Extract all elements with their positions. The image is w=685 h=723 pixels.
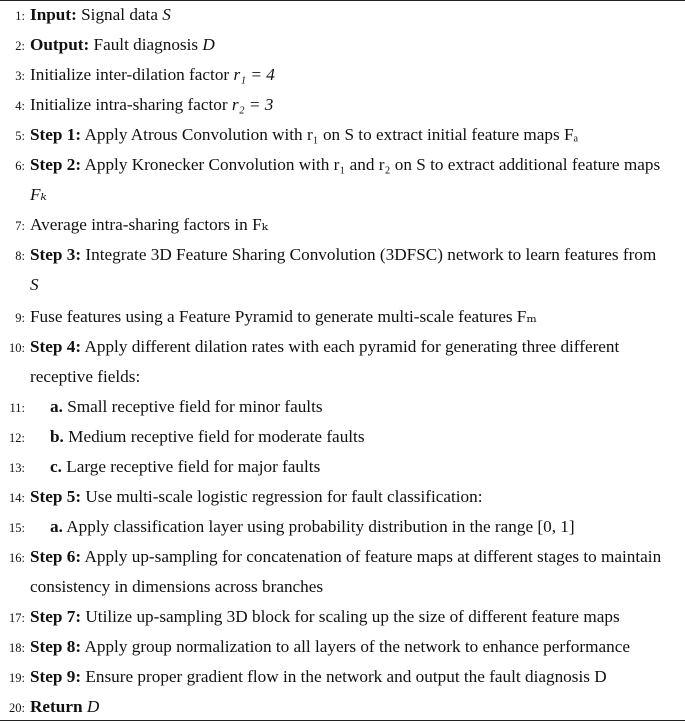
line-text: Utilize up-sampling 3D block for scaling up the size of different feature maps — [85, 607, 620, 626]
line-number: 9: — [15, 311, 25, 325]
line-text: Small receptive field for minor faults — [67, 397, 323, 416]
line-text: Apply classification layer using probability distribution in the range [0, 1] — [66, 517, 575, 536]
line-number: 20: — [9, 701, 25, 715]
line-label: Step 1: — [30, 125, 82, 144]
line-label: b. — [50, 427, 64, 446]
line-number: 18: — [9, 641, 25, 655]
line-number: 1: — [15, 9, 25, 23]
line-number: 12: — [9, 431, 25, 445]
line-continuation: consistency in dimensions across branches — [30, 577, 324, 596]
line-number: 4: — [15, 99, 25, 113]
line-text: Apply group normalization to all layers of the network to enhance performance — [84, 637, 630, 656]
line-label: Step 5: — [30, 487, 82, 506]
line-label: Input: — [30, 5, 77, 24]
line-continuation: S — [30, 275, 39, 294]
line-text: Fault diagnosis — [93, 35, 199, 54]
line-text: Large receptive field for major faults — [66, 457, 321, 476]
line-label: Step 4: — [30, 337, 82, 356]
line-number: 5: — [15, 129, 25, 143]
line-text: Signal data — [81, 5, 158, 24]
line-text: Initialize intra-sharing factor — [30, 95, 228, 114]
bottom-rule — [0, 720, 685, 721]
line-continuation: Fₖ — [30, 185, 47, 204]
line-text: Apply Atrous Convolution with r₁ on S to extract initial feature maps Fₐ — [84, 125, 579, 144]
line-number: 16: — [9, 551, 25, 565]
line-continuation: receptive fields: — [30, 367, 141, 386]
math-D: D — [86, 697, 100, 716]
math-S: S — [162, 5, 171, 24]
line-text: Apply up-sampling for concatenation of feature maps at different stages to maintain — [84, 547, 662, 566]
line-number: 7: — [15, 219, 25, 233]
line-number: 8: — [15, 249, 25, 263]
math-r2-eq-3: r₂ = 3 — [231, 95, 274, 114]
math-D: D — [202, 35, 215, 54]
line-label: Step 8: — [30, 637, 82, 656]
line-number: 14: — [9, 491, 25, 505]
line-label: Return — [30, 697, 83, 716]
line-label: a. — [50, 517, 63, 536]
line-number: 17: — [9, 611, 25, 625]
line-label: c. — [50, 457, 62, 476]
line-text: Medium receptive field for moderate faults — [68, 427, 365, 446]
line-label: Step 7: — [30, 607, 82, 626]
line-number: 3: — [15, 69, 25, 83]
line-label: Step 2: — [30, 155, 82, 174]
line-number: 15: — [9, 521, 25, 535]
line-label: a. — [50, 397, 63, 416]
line-text: Average intra-sharing factors in Fₖ — [30, 215, 268, 234]
line-text: Integrate 3D Feature Sharing Convolution (3DFSC) network to learn features from — [85, 245, 657, 264]
line-text: Initialize inter-dilation factor — [30, 65, 230, 84]
line-text: Ensure proper gradient flow in the network and output the fault diagnosis D — [85, 667, 607, 686]
line-label: Step 9: — [30, 667, 82, 686]
line-text: Apply Kronecker Convolution with r₁ and r₂ on S to extract additional feature maps — [84, 155, 661, 174]
math-r1-eq-4: r₁ = 4 — [233, 65, 275, 84]
line-number: 2: — [15, 39, 25, 53]
line-text: Fuse features using a Feature Pyramid to generate multi-scale features Fₘ — [30, 307, 537, 326]
line-label: Step 6: — [30, 547, 82, 566]
line-text: Use multi-scale logistic regression for fault classification: — [85, 487, 483, 506]
line-number: 10: — [9, 341, 25, 355]
line-number: 13: — [9, 461, 25, 475]
line-label: Output: — [30, 35, 90, 54]
line-number: 11: — [9, 401, 25, 415]
line-number: 6: — [15, 159, 25, 173]
line-number: 19: — [9, 671, 25, 685]
line-text: Apply different dilation rates with each pyramid for generating three different — [84, 337, 620, 356]
line-label: Step 3: — [30, 245, 82, 264]
